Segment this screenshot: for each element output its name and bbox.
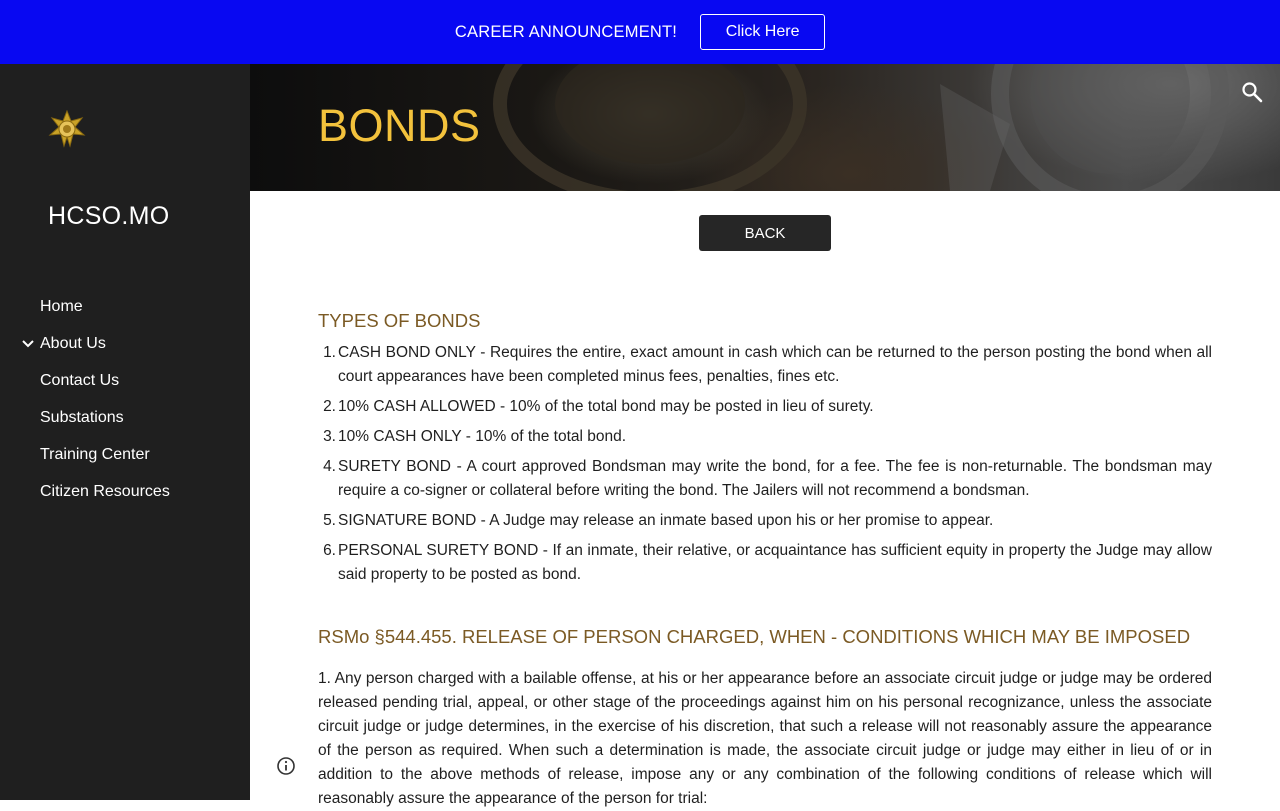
announcement-bar	[0, 0, 1280, 64]
bond-types-list	[318, 341, 1212, 593]
sidebar	[0, 64, 250, 800]
back-button[interactable]: BACK	[699, 215, 831, 251]
search-icon[interactable]	[1240, 80, 1264, 104]
chevron-down-icon[interactable]	[21, 337, 35, 351]
list-item	[318, 395, 1212, 419]
list-item-number: 1.	[323, 344, 336, 361]
announcement-text: CAREER ANNOUNCEMENT!	[454, 22, 678, 41]
sidebar-item-home[interactable]	[0, 288, 250, 325]
page-title: BONDS	[318, 100, 481, 151]
list-item	[318, 455, 1212, 503]
list-item-number: 2.	[323, 398, 336, 415]
sidebar-item-training-center[interactable]	[0, 436, 250, 473]
sidebar-item-about-us[interactable]	[0, 325, 250, 362]
sidebar-item-label: Contact Us	[40, 371, 120, 389]
statute-heading: RSMo §544.455. RELEASE OF PERSON CHARGED, WHEN - CONDITIONS WHICH MAY BE IMPOSED	[318, 626, 1191, 647]
sidebar-nav	[0, 288, 250, 510]
list-item-text: CASH BOND ONLY - Requires the entire, exact amount in cash which can be returned to the person posting the bond when all court appearances have been completed minus fees, penalties, fines etc.	[338, 344, 1212, 385]
list-item	[318, 425, 1212, 449]
sidebar-item-citizen-resources[interactable]	[0, 473, 250, 510]
sheriff-star-badge-icon[interactable]	[48, 110, 86, 148]
sidebar-item-label: Home	[40, 297, 83, 315]
sidebar-item-label: Substations	[40, 408, 124, 426]
list-item	[318, 341, 1212, 389]
list-item-number: 5.	[323, 512, 336, 529]
list-item-number: 6.	[323, 542, 336, 559]
sidebar-item-contact-us[interactable]	[0, 362, 250, 399]
types-of-bonds-heading: TYPES OF BONDS	[318, 310, 481, 331]
sidebar-item-label: Training Center	[40, 445, 150, 463]
sidebar-item-label: About Us	[40, 334, 106, 352]
sidebar-item-label: Citizen Resources	[40, 482, 170, 500]
list-item-text: PERSONAL SURETY BOND - If an inmate, their relative, or acquaintance has sufficient equity in property the Judge may allow said property to be posted as bond.	[338, 542, 1212, 583]
list-item-text: 10% CASH ONLY - 10% of the total bond.	[338, 428, 627, 445]
list-item-number: 3.	[323, 428, 336, 445]
info-icon[interactable]	[276, 756, 296, 776]
list-item-number: 4.	[323, 458, 336, 475]
list-item	[318, 539, 1212, 587]
list-item-text: SIGNATURE BOND - A Judge may release an inmate based upon his or her promise to appear.	[338, 512, 994, 529]
list-item	[318, 509, 1212, 533]
list-item-text: SURETY BOND - A court approved Bondsman may write the bond, for a fee. The fee is non-returnable. The bondsman may require a co-signer or collateral before writing the bond. The Jailers will not recommend a bondsman.	[338, 458, 1212, 499]
header-banner	[250, 64, 1280, 191]
announcement-click-here-button[interactable]: Click Here	[700, 14, 825, 50]
statute-paragraph: 1. Any person charged with a bailable offense, at his or her appearance before an associate circuit judge or judge may be ordered released pending trial, appeal, or other stage of the proceedings against him on his personal recognizance, unless the associate circuit judge or judge determines, in the exercise of his discretion, that such a release will not reasonably assure the appearance of the person as required. When such a determination is made, the associate circuit judge or judge may either in lieu of or in addition to the above methods of release, impose any or any combination of the following conditions of release which will reasonably assure the appearance of the person for trial:	[318, 670, 1212, 807]
list-item-text: 10% CASH ALLOWED - 10% of the total bond may be posted in lieu of surety.	[338, 398, 874, 415]
site-title[interactable]: HCSO.MO	[48, 202, 170, 230]
sidebar-item-substations[interactable]	[0, 399, 250, 436]
